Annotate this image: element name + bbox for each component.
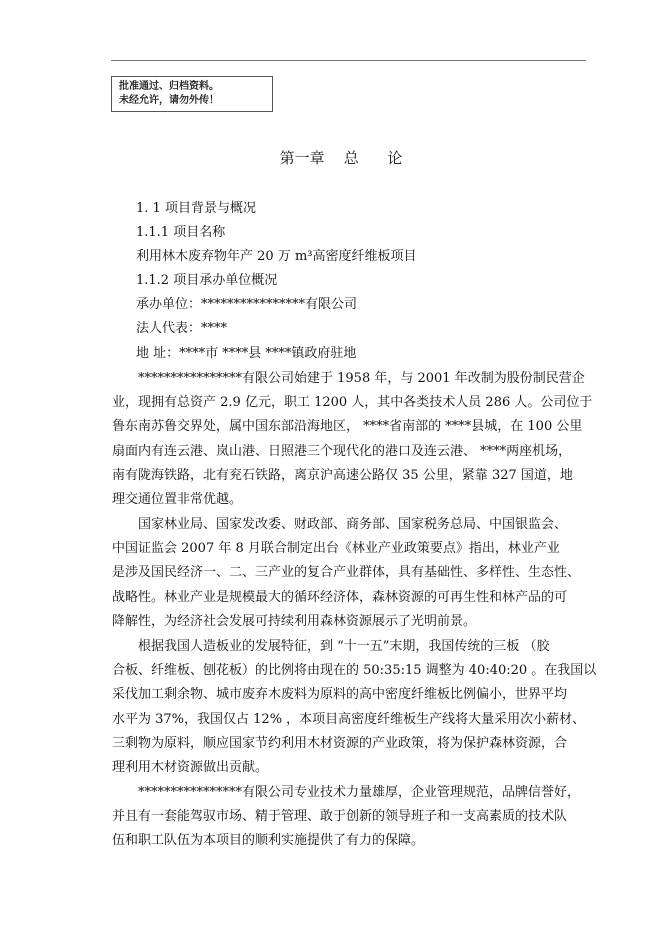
paragraph-3-line: 三剩物为原料，顺应国家节约利用木材资源的产业政策，将为保护森林资源，合 (112, 736, 568, 751)
paragraph-1-line: 南有陇海铁路，北有兖石铁路，离京沪高速公路仅 35 公里，紧靠 327 国道，地 (112, 468, 573, 483)
section-heading-1-1-2: 1.1.2 项目承办单位概况 (136, 273, 278, 288)
paragraph-1-line: 鲁东南苏鲁交界处，属中国东部沿海地区， ****省南部的 ****县城，在 100 公里 (112, 419, 583, 434)
paragraph-3-line: 水平为 37%，我国仅占 12% ，本项目高密度纤维板生产线将大量采用次小薪材、 (112, 712, 586, 727)
paragraph-1-line: 业，现拥有总资产 2.9 亿元，职工 1200 人，其中各类技术人员 286 人。公司位于 (112, 395, 593, 410)
undertaker-line: 承办单位：****************有限公司 (136, 297, 358, 312)
paragraph-2-line: 中国证监会 2007 年 8 月联合制定出台《林业产业政策要点》指出，林业产业 (112, 541, 560, 556)
section-heading-1-1-1: 1.1.1 项目名称 (136, 225, 226, 240)
header-rule (111, 60, 586, 61)
stamp-line-1: 批准通过、归档资料。 (119, 81, 219, 92)
project-name: 利用林木废弃物年产 20 万 m³高密度纤维板项目 (136, 249, 417, 264)
chapter-title (0, 148, 662, 168)
paragraph-2-line: 是涉及国民经济一、二、三产业的复合产业群体，具有基础性、多样性、生态性、 (112, 565, 581, 580)
chapter-title-text: 第一章 总 论 (279, 149, 403, 167)
paragraph-1-line: ****************有限公司始建于 1958 年，与 2001 年改制为股份制民营企 (138, 371, 585, 386)
section-heading-1-1: 1. 1 项目背景与概况 (136, 201, 256, 216)
paragraph-3-line: 理利用木材资源做出贡献。 (112, 760, 269, 775)
paragraph-4-line: 并且有一套能驾驭市场、精于管理、敢于创新的领导班子和一支高素质的技术队 (112, 809, 568, 824)
paragraph-1-line: 理交通位置非常优越。 (112, 492, 243, 507)
stamp-line-2: 未经允许，请勿外传！ (119, 95, 219, 106)
paragraph-3-line: 采伐加工剩余物、城市废弃木废料为原料的高中密度纤维板比例偏小，世界平均 (112, 687, 568, 702)
paragraph-3-line: 合板、纤维板、刨花板）的比例将由现在的 50:35:15 调整为 40:40:20 。在我国以 (112, 663, 597, 678)
paragraph-2-line: 国家林业局、国家发改委、财政部、商务部、国家税务总局、中国银监会、 (138, 517, 568, 532)
paragraph-3-line: 根据我国人造板业的发展特征，到 “十一五”末期，我国传统的三板 （胶 (138, 639, 550, 654)
paragraph-2-line: 战略性。林业产业是规模最大的循环经济体，森林资源的可再生性和林产品的可 (112, 590, 568, 605)
paragraph-4-line: 伍和职工队伍为本项目的顺利实施提供了有力的保障。 (112, 833, 425, 848)
legal-rep-line: 法人代表：**** (136, 321, 228, 336)
paragraph-1-line: 扇面内有连云港、岚山港、日照港三个现代化的港口及连云港、 ****两座机场， (112, 444, 572, 459)
paragraph-2-line: 降解性，为经济社会发展可持续利用森林资源展示了光明前景。 (112, 614, 477, 629)
approval-stamp (111, 76, 273, 112)
address-line: 地 址：****市 ****县 ****镇政府驻地 (136, 346, 357, 361)
paragraph-4-line: ****************有限公司专业技术力量雄厚，企业管理规范，品牌信誉好， (138, 785, 581, 800)
